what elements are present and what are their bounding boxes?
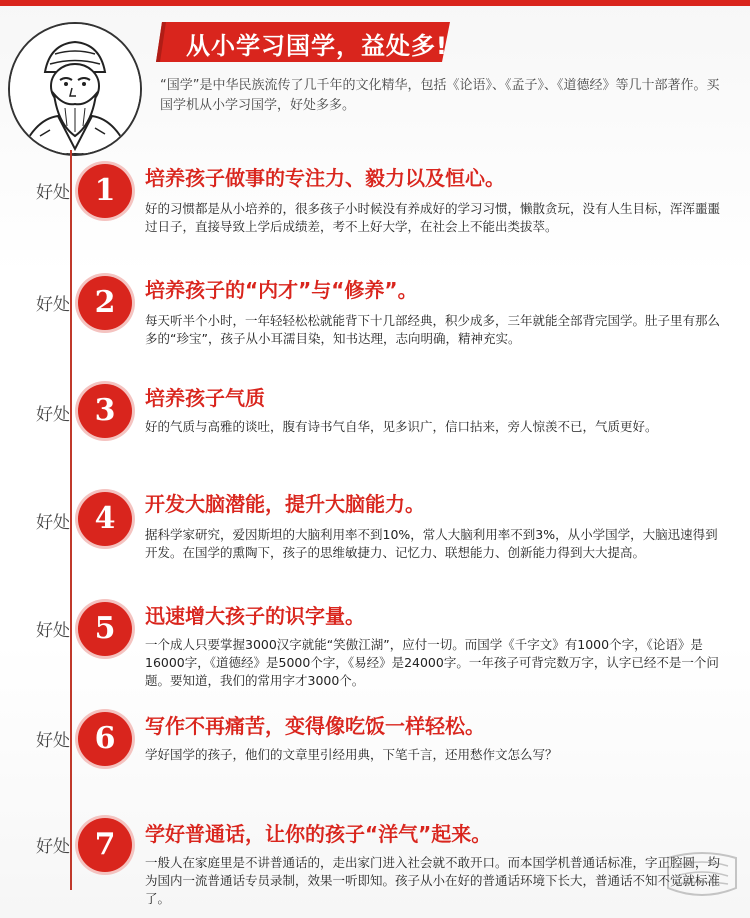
benefit-number-badge: 2 [78, 276, 132, 330]
benefit-label: 好处 [36, 837, 70, 857]
title-banner [156, 20, 456, 64]
benefit-label: 好处 [36, 621, 70, 641]
benefit-label: 好处 [36, 731, 70, 751]
benefit-number-badge: 1 [78, 164, 132, 218]
confucius-portrait [8, 22, 142, 156]
benefit-heading: 培养孩子的“内才”与“修养”。 [145, 278, 418, 302]
benefit-heading: 培养孩子做事的专注力、毅力以及恒心。 [145, 166, 505, 190]
top-accent-bar [0, 0, 750, 6]
benefit-heading: 培养孩子气质 [145, 386, 265, 410]
benefit-number-badge: 7 [78, 818, 132, 872]
benefit-number-badge: 5 [78, 602, 132, 656]
intro-paragraph: “国学”是中华民族流传了几千年的文化精华，包括《论语》、《孟子》、《道德经》等几十部著作。买国学机从小学习国学，好处多多。 [160, 78, 720, 113]
benefit-label: 好处 [36, 513, 70, 533]
benefit-label: 好处 [36, 183, 70, 203]
benefit-body: 一个成人只要掌握3000汉字就能“笑傲江湖”，应付一切。而国学《千字文》有1000个字，《论语》是16000字，《道德经》是5000个字，《易经》是24000字。一年孩子可背完数万字，认字已经不是一个问题。要知道，我们的常用字才3000个。 [145, 637, 719, 688]
benefit-number-badge: 6 [78, 712, 132, 766]
watermark-seal-icon [662, 850, 742, 902]
benefit-body: 好的气质与高雅的谈吐，腹有诗书气自华，见多识广，信口拈来，旁人惊羡不已，气质更好。 [145, 419, 658, 434]
benefit-heading: 迅速增大孩子的识字量。 [145, 604, 365, 628]
benefit-label: 好处 [36, 405, 70, 425]
benefit-body: 好的习惯都是从小培养的，很多孩子小时候没有养成好的学习习惯，懒散贪玩，没有人生目标，浑浑噩噩过日子，直接导致上学后成绩差，考不上好大学，在社会上不能出类拔萃。 [145, 201, 721, 234]
benefit-body: 学好国学的孩子，他们的文章里引经用典，下笔千言，还用愁作文怎么写？ [145, 747, 558, 762]
benefit-heading: 学好普通话，让你的孩子“洋气”起来。 [145, 822, 492, 846]
benefit-heading: 开发大脑潜能，提升大脑能力。 [145, 492, 425, 516]
benefit-number-badge: 4 [78, 492, 132, 546]
benefit-heading: 写作不再痛苦，变得像吃饭一样轻松。 [145, 714, 485, 738]
benefit-body: 据科学家研究，爱因斯坦的大脑利用率不到10%，常人大脑利用率不到3%，从小学国学，大脑迅速得到开发。在国学的熏陶下，孩子的思维敏捷力、记忆力、联想能力、创新能力得到大大提高。 [145, 527, 718, 560]
benefit-body: 每天听半个小时，一年轻轻松松就能背下十几部经典，积少成多，三年就能全部背完国学。肚子里有那么多的“珍宝”，孩子从小耳濡目染，知书达理，志向明确，精神充实。 [145, 313, 721, 346]
page-title: 从小学习国学，益处多! [186, 32, 448, 60]
benefit-number-badge: 3 [78, 384, 132, 438]
benefit-label: 好处 [36, 295, 70, 315]
benefit-body: 一般人在家庭里是不讲普通话的，走出家门进入社会就不敢开口。而本国学机普通话标准，字正腔圆，均为国内一流普通话专员录制，效果一听即知。孩子从小在好的普通话环境下长大，普通话不知不觉就标准了。 [145, 855, 721, 906]
timeline-line [70, 150, 72, 890]
